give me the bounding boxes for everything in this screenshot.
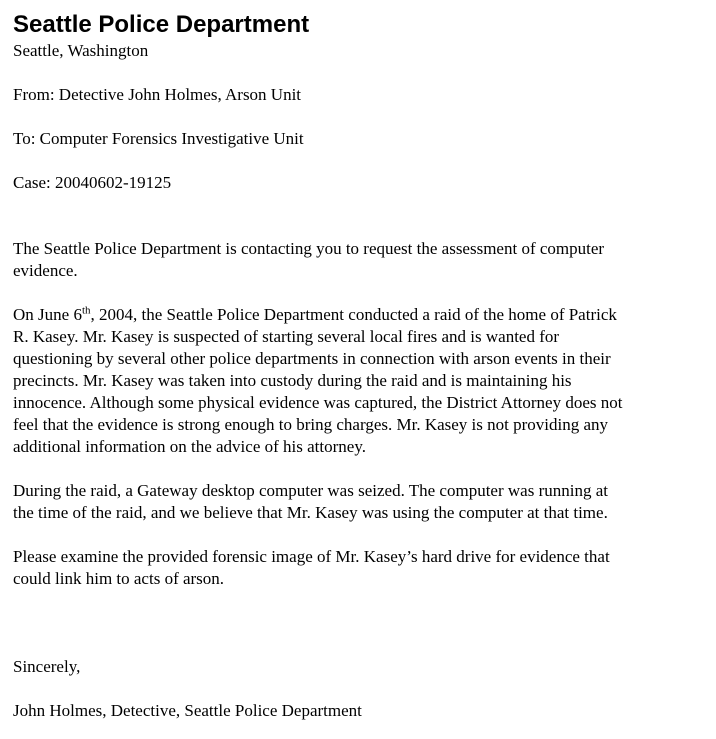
raid-line xyxy=(13,304,708,326)
request-line: could link him to acts of arson. xyxy=(13,569,225,588)
raid-line: questioning by several other police departments in connection with arson events in their xyxy=(13,349,611,368)
raid-line: precincts. Mr. Kasey was taken into custody during the raid and is maintaining his xyxy=(13,371,572,390)
location-line: Seattle, Washington xyxy=(13,41,149,60)
case-line: Case: 20040602-19125 xyxy=(13,173,172,192)
salutation: Sincerely, xyxy=(13,657,81,676)
raid-date-ordinal: th xyxy=(81,304,91,317)
seizure-line: the time of the raid, and we believe that Mr. Kasey was using the computer at that time. xyxy=(13,503,608,522)
intro-line: The Seattle Police Department is contacting you to request the assessment of computer xyxy=(13,239,605,258)
intro-paragraph xyxy=(13,238,708,282)
letter-page xyxy=(13,10,708,722)
from-line: From: Detective John Holmes, Arson Unit xyxy=(13,85,302,104)
raid-date-prefix: On June 6 xyxy=(13,305,82,324)
seizure-line: During the raid, a Gateway desktop computer was seized. The computer was running at xyxy=(13,481,608,500)
raid-line: R. Kasey. Mr. Kasey is suspected of starting several local fires and is wanted for xyxy=(13,327,560,346)
raid-line: additional information on the advice of his attorney. xyxy=(13,437,366,456)
request-paragraph xyxy=(13,546,708,590)
raid-date-rest: , 2004, the Seattle Police Department conducted a raid of the home of Patrick xyxy=(90,305,617,324)
seizure-paragraph xyxy=(13,480,708,524)
raid-paragraph xyxy=(13,304,708,458)
signature: John Holmes, Detective, Seattle Police Department xyxy=(13,701,362,720)
raid-line: innocence. Although some physical evidence was captured, the District Attorney does not xyxy=(13,393,623,412)
page-title: Seattle Police Department xyxy=(13,11,310,38)
request-line: Please examine the provided forensic image of Mr. Kasey’s hard drive for evidence that xyxy=(13,547,610,566)
intro-line: evidence. xyxy=(13,261,78,280)
to-line: To: Computer Forensics Investigative Unit xyxy=(13,129,304,148)
raid-line: feel that the evidence is strong enough to bring charges. Mr. Kasey is not providing any xyxy=(13,415,609,434)
